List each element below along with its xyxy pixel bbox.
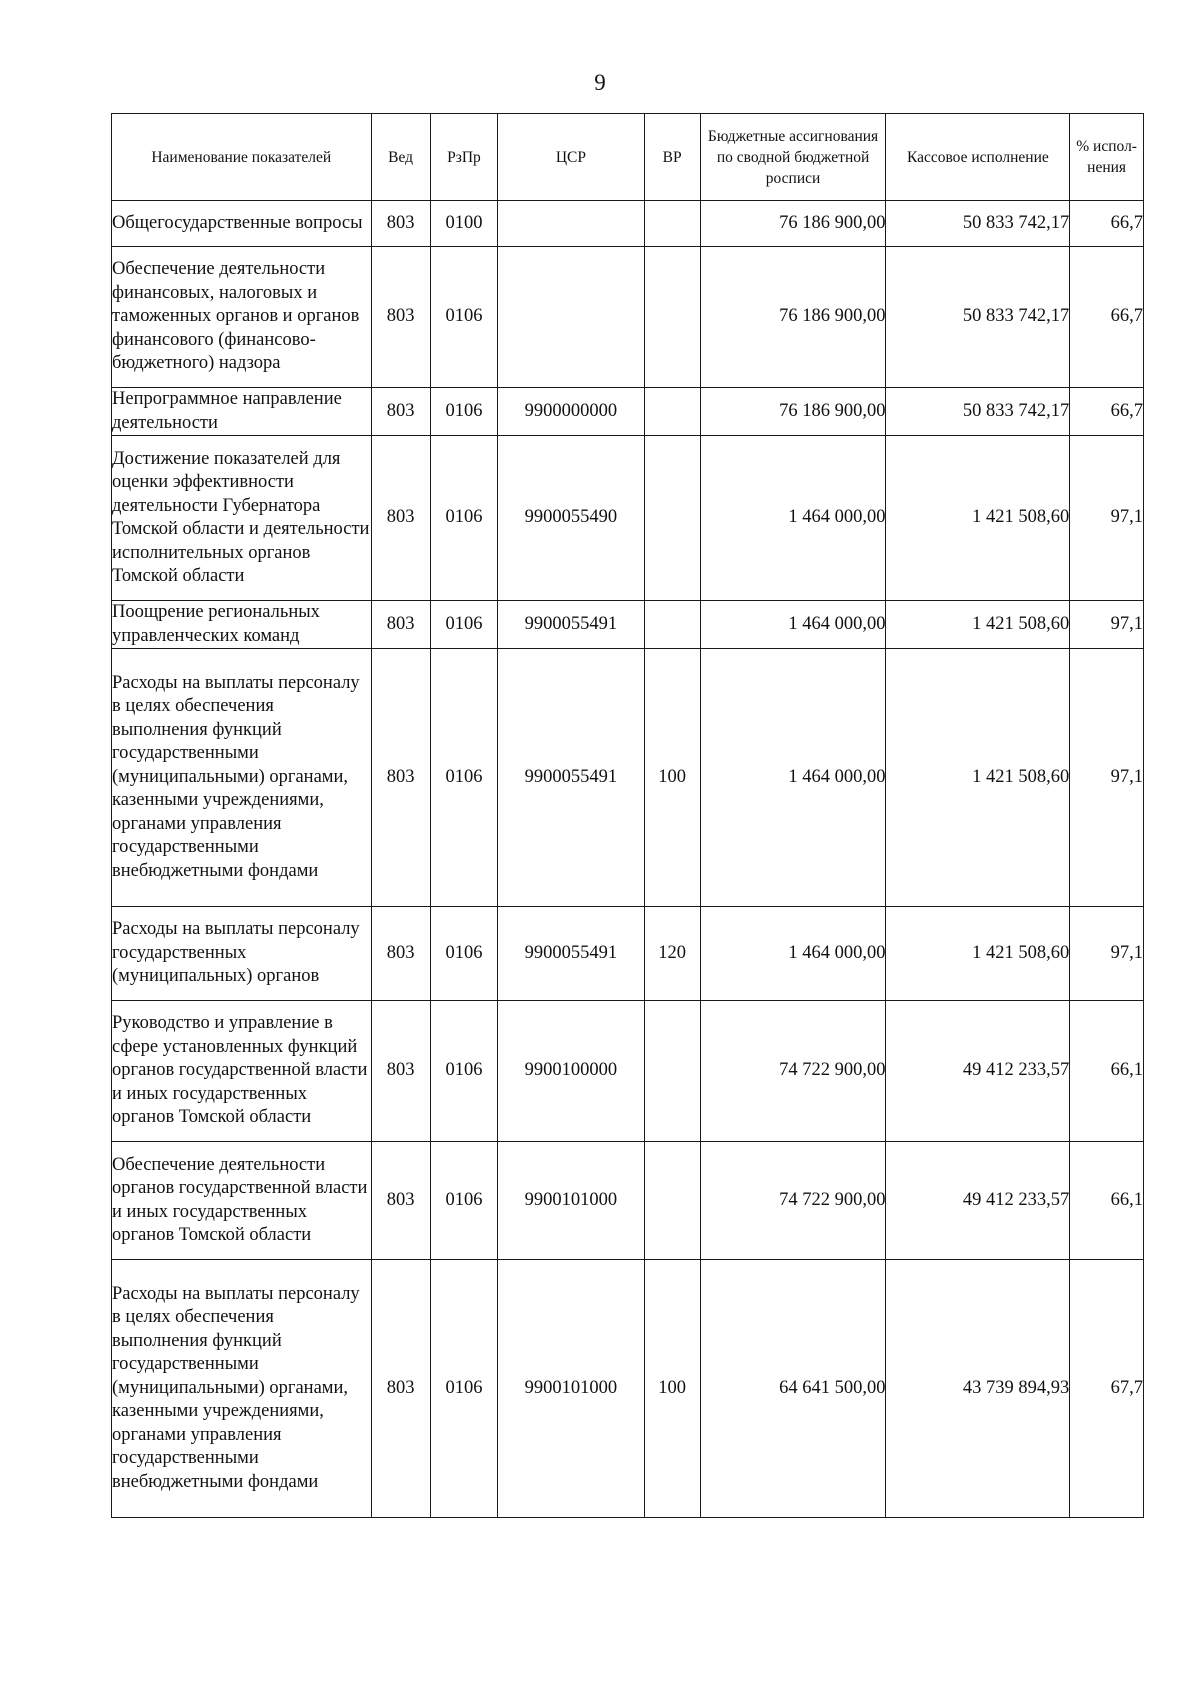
table-row xyxy=(112,1001,1144,1142)
cell-percent: 97,1 xyxy=(1070,907,1144,1001)
cell-csr: 9900055491 xyxy=(498,907,644,1001)
cell-name: Расходы на выплаты персоналу в целях обеспечения выполнения функций государственными (муниципальными) органами, казенными учреждениями, органами управления государственными внебюджетными фондами xyxy=(112,1260,372,1518)
cell-vr xyxy=(644,1142,700,1260)
cell-name: Руководство и управление в сфере установленных функций органов государственной власти и иных государственных органов Томской области xyxy=(112,1001,372,1142)
cell-vr xyxy=(644,1001,700,1142)
cell-execution: 50 833 742,17 xyxy=(886,201,1070,247)
cell-rzpr: 0100 xyxy=(430,201,497,247)
cell-assignments: 74 722 900,00 xyxy=(700,1001,886,1142)
cell-execution: 1 421 508,60 xyxy=(886,601,1070,649)
cell-rzpr: 0106 xyxy=(430,601,497,649)
cell-ved: 803 xyxy=(371,1142,430,1260)
cell-vr xyxy=(644,388,700,436)
table-header-row xyxy=(112,114,1144,201)
cell-percent: 66,7 xyxy=(1070,388,1144,436)
cell-rzpr: 0106 xyxy=(430,1260,497,1518)
cell-assignments: 1 464 000,00 xyxy=(700,907,886,1001)
cell-ved: 803 xyxy=(371,1260,430,1518)
cell-csr xyxy=(498,201,644,247)
cell-assignments: 64 641 500,00 xyxy=(700,1260,886,1518)
table-row xyxy=(112,601,1144,649)
cell-assignments: 76 186 900,00 xyxy=(700,201,886,247)
cell-vr: 100 xyxy=(644,649,700,907)
cell-name: Обеспечение деятельности финансовых, налоговых и таможенных органов и органов финансового (финансово-бюджетного) надзора xyxy=(112,247,372,388)
table-row xyxy=(112,1260,1144,1518)
cell-csr: 9900101000 xyxy=(498,1260,644,1518)
header-name: Наименование показателей xyxy=(112,114,372,201)
cell-rzpr: 0106 xyxy=(430,907,497,1001)
cell-percent: 97,1 xyxy=(1070,649,1144,907)
cell-vr: 120 xyxy=(644,907,700,1001)
cell-rzpr: 0106 xyxy=(430,1001,497,1142)
cell-percent: 66,7 xyxy=(1070,201,1144,247)
cell-assignments: 76 186 900,00 xyxy=(700,388,886,436)
cell-csr xyxy=(498,247,644,388)
cell-assignments: 74 722 900,00 xyxy=(700,1142,886,1260)
cell-execution: 1 421 508,60 xyxy=(886,436,1070,601)
cell-execution: 1 421 508,60 xyxy=(886,907,1070,1001)
cell-rzpr: 0106 xyxy=(430,388,497,436)
cell-percent: 97,1 xyxy=(1070,436,1144,601)
cell-name: Обеспечение деятельности органов государственной власти и иных государственных органов Томской области xyxy=(112,1142,372,1260)
cell-assignments: 1 464 000,00 xyxy=(700,436,886,601)
header-vr: ВР xyxy=(644,114,700,201)
cell-vr xyxy=(644,436,700,601)
table-row xyxy=(112,388,1144,436)
cell-csr: 9900101000 xyxy=(498,1142,644,1260)
cell-vr xyxy=(644,201,700,247)
cell-rzpr: 0106 xyxy=(430,1142,497,1260)
cell-name: Общегосударственные вопросы xyxy=(112,201,372,247)
cell-percent: 67,7 xyxy=(1070,1260,1144,1518)
cell-ved: 803 xyxy=(371,247,430,388)
cell-vr xyxy=(644,601,700,649)
header-rzpr: РзПр xyxy=(430,114,497,201)
table-row xyxy=(112,201,1144,247)
cell-rzpr: 0106 xyxy=(430,436,497,601)
cell-csr: 9900000000 xyxy=(498,388,644,436)
header-ved: Вед xyxy=(371,114,430,201)
cell-csr: 9900055491 xyxy=(498,601,644,649)
cell-execution: 49 412 233,57 xyxy=(886,1142,1070,1260)
cell-percent: 66,1 xyxy=(1070,1001,1144,1142)
cell-csr: 9900100000 xyxy=(498,1001,644,1142)
cell-csr: 9900055490 xyxy=(498,436,644,601)
header-assignments: Бюджетные ассигнования по сводной бюджетной росписи xyxy=(700,114,886,201)
header-execution: Кассовое исполнение xyxy=(886,114,1070,201)
cell-execution: 50 833 742,17 xyxy=(886,247,1070,388)
cell-execution: 43 739 894,93 xyxy=(886,1260,1070,1518)
cell-ved: 803 xyxy=(371,1001,430,1142)
cell-name: Достижение показателей для оценки эффективности деятельности Губернатора Томской области и деятельности исполнительных органов Томской области xyxy=(112,436,372,601)
cell-assignments: 1 464 000,00 xyxy=(700,649,886,907)
cell-rzpr: 0106 xyxy=(430,247,497,388)
cell-execution: 49 412 233,57 xyxy=(886,1001,1070,1142)
cell-name: Расходы на выплаты персоналу государственных (муниципальных) органов xyxy=(112,907,372,1001)
header-percent: % испол-нения xyxy=(1070,114,1144,201)
cell-ved: 803 xyxy=(371,601,430,649)
cell-percent: 66,1 xyxy=(1070,1142,1144,1260)
cell-assignments: 1 464 000,00 xyxy=(700,601,886,649)
cell-csr: 9900055491 xyxy=(498,649,644,907)
header-csr: ЦСР xyxy=(498,114,644,201)
budget-execution-table xyxy=(111,113,1144,1518)
cell-ved: 803 xyxy=(371,907,430,1001)
cell-percent: 66,7 xyxy=(1070,247,1144,388)
cell-ved: 803 xyxy=(371,201,430,247)
cell-ved: 803 xyxy=(371,649,430,907)
table-row xyxy=(112,907,1144,1001)
page-number: 9 xyxy=(594,70,606,95)
cell-ved: 803 xyxy=(371,388,430,436)
cell-assignments: 76 186 900,00 xyxy=(700,247,886,388)
table-row xyxy=(112,247,1144,388)
cell-vr xyxy=(644,247,700,388)
cell-name: Непрограммное направление деятельности xyxy=(112,388,372,436)
cell-name: Расходы на выплаты персоналу в целях обеспечения выполнения функций государственными (муниципальными) органами, казенными учреждениями, органами управления государственными внебюджетными фондами xyxy=(112,649,372,907)
table-row xyxy=(112,436,1144,601)
cell-ved: 803 xyxy=(371,436,430,601)
table-row xyxy=(112,1142,1144,1260)
cell-percent: 97,1 xyxy=(1070,601,1144,649)
cell-execution: 50 833 742,17 xyxy=(886,388,1070,436)
table-row xyxy=(112,649,1144,907)
cell-vr: 100 xyxy=(644,1260,700,1518)
cell-execution: 1 421 508,60 xyxy=(886,649,1070,907)
cell-rzpr: 0106 xyxy=(430,649,497,907)
cell-name: Поощрение региональных управленческих команд xyxy=(112,601,372,649)
